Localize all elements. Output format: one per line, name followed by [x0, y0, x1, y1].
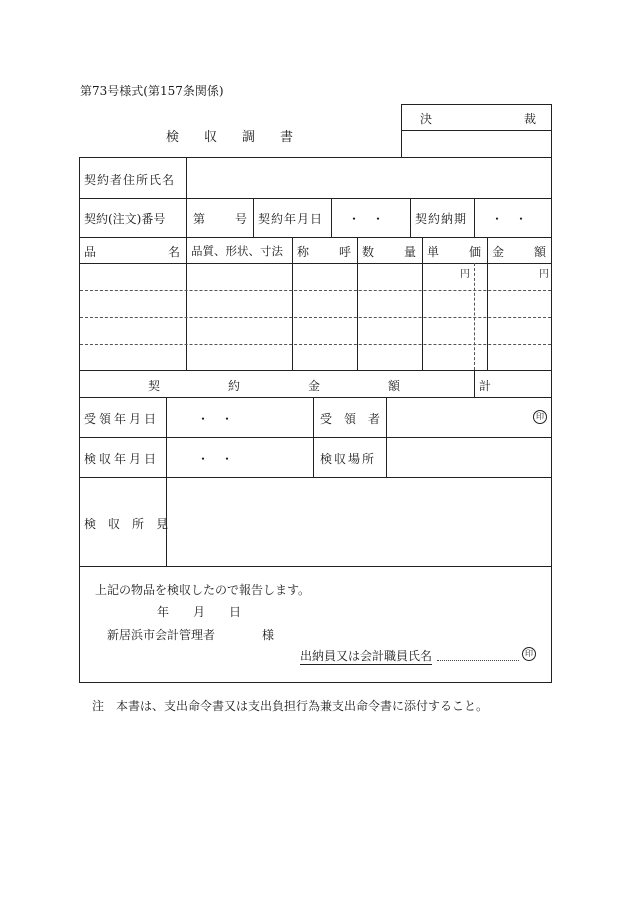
- receipt-date-label: 受領年月日: [84, 412, 160, 426]
- header-amount-char1: 金: [492, 245, 505, 259]
- header-name-char1: 称: [297, 245, 310, 259]
- header-qty-char1: 数: [362, 245, 375, 259]
- header-item-char1: 品: [84, 245, 97, 259]
- header-item-name: [84, 243, 180, 260]
- unit-price-yen: 円: [460, 269, 470, 280]
- report-statement: 上記の物品を検収したので報告します。: [95, 583, 311, 597]
- delivery-date-dots: ・ ・: [491, 212, 528, 226]
- header-price-char1: 単: [427, 245, 440, 259]
- approval-label-sai: 裁: [524, 112, 537, 126]
- signer-seal-icon: 印: [522, 647, 536, 661]
- delivery-label: 契約納期: [415, 212, 468, 226]
- form-number: 第73号様式(第157条関係): [80, 84, 224, 98]
- receiver-label: 受 領 者: [320, 412, 381, 426]
- header-unit-price: [427, 243, 481, 260]
- contractor-label: 契約者住所氏名: [84, 173, 176, 187]
- header-name: [297, 243, 351, 260]
- total-sum-label: 計: [479, 379, 492, 393]
- inspection-date-label: 検収年月日: [84, 452, 160, 466]
- header-amount-char2: 額: [533, 245, 546, 259]
- report-sama: 様: [262, 628, 275, 642]
- contract-amount-char2: 約: [227, 379, 240, 393]
- report-signer-label: 出納員又は会計職員氏名: [300, 649, 433, 663]
- contract-date-label: 契約年月日: [258, 212, 324, 226]
- amount-yen: 円: [539, 269, 549, 280]
- header-price-char2: 価: [468, 245, 481, 259]
- report-addressee: 新居浜市会計管理者: [107, 628, 216, 642]
- inspection-place-label: 検収場所: [320, 452, 377, 466]
- header-name-char2: 呼: [338, 245, 351, 259]
- report-date-line: 年 月 日: [157, 605, 242, 619]
- page-title: 検 収 調 書: [166, 130, 300, 145]
- inspection-date-dots: ・ ・: [197, 452, 234, 466]
- receipt-date-dots: ・ ・: [197, 412, 234, 426]
- footer-note: 注 本書は、支出命令書又は支出負担行為兼支出命令書に添付すること。: [92, 699, 489, 713]
- contract-amount-char3: 金: [307, 379, 320, 393]
- contract-amount-char1: 契: [148, 379, 161, 393]
- header-quality: 品質、形状、寸法: [191, 244, 283, 258]
- inspection-opinion-label: 検 収 所 見: [84, 517, 169, 531]
- order-dai: 第: [193, 212, 206, 226]
- header-amount: [492, 243, 546, 260]
- contract-date-dots: ・ ・: [348, 212, 385, 226]
- signer-dotted-line: [437, 660, 519, 661]
- approval-label-ketsu: 決: [420, 112, 433, 126]
- header-item-char2: 名: [167, 245, 180, 259]
- contract-amount-label: [148, 377, 400, 394]
- contract-amount-char4: 額: [387, 379, 400, 393]
- header-quantity: [362, 243, 416, 260]
- order-go: 号: [235, 212, 248, 226]
- receiver-seal-icon: 印: [533, 410, 547, 424]
- header-qty-char2: 量: [403, 245, 416, 259]
- order-number-label: 契約(注文)番号: [84, 212, 166, 226]
